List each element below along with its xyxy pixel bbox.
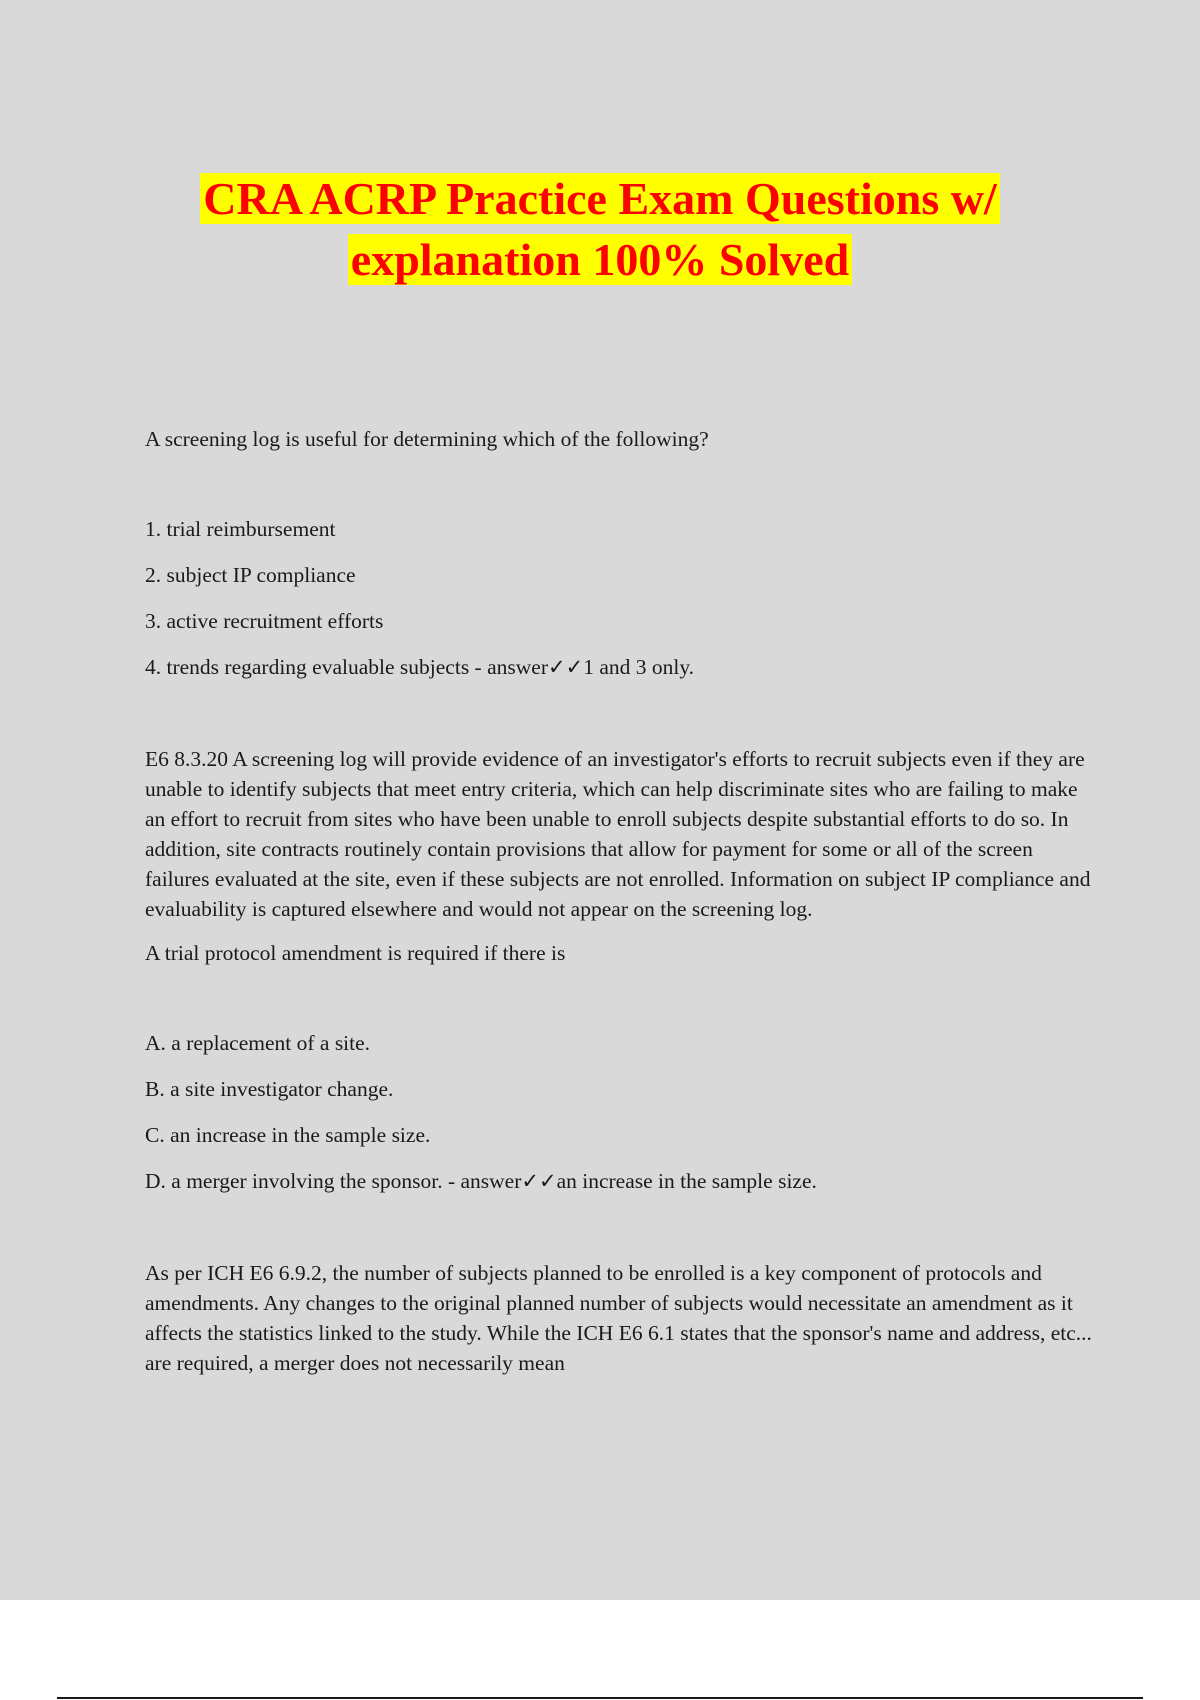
document-body: [145, 424, 1095, 1392]
question-2-explanation: As per ICH E6 6.9.2, the number of subjects planned to be enrolled is a key component of protocols and amendments. Any changes to the original planned number of subjects would necessitate an amendment as it affects the statistics linked to the study. While the ICH E6 6.1 states that the sponsor's name and address, etc... are required, a merger does not necessarily mean: [145, 1261, 1092, 1375]
question-2-option-b: B. a site investigator change.: [145, 1077, 394, 1101]
title-line-2: explanation 100% Solved: [348, 234, 852, 285]
question-2-answer: an increase in the sample size.: [556, 1169, 817, 1193]
question-1-answer: 1 and 3 only.: [583, 655, 695, 679]
question-1-option-2: 2. subject IP compliance: [145, 563, 356, 587]
question-2-option-c: C. an increase in the sample size.: [145, 1123, 431, 1147]
answer-checkmarks: ✓✓: [521, 1169, 557, 1193]
question-1-explanation: E6 8.3.20 A screening log will provide evidence of an investigator's efforts to recruit subjects even if they are unable to identify subjects that meet entry criteria, which can help discriminate sites who are failing to make an effort to recruit from sites who have been unable to enroll subjects despite substantial efforts to do so. In addition, site contracts routinely contain provisions that allow for payment for some or all of the screen failures evaluated at the site, even if these subjects are not enrolled. Information on subject IP compliance and evaluability is captured elsewhere and would not appear on the screening log.: [145, 747, 1091, 921]
title-line-1: CRA ACRP Practice Exam Questions w/: [200, 173, 999, 224]
answer-checkmarks: ✓✓: [547, 655, 584, 679]
question-2-option-a: A. a replacement of a site.: [145, 1031, 371, 1055]
question-1-option-1: 1. trial reimbursement: [145, 517, 336, 541]
question-2-option-d-text: D. a merger involving the sponsor. - answer: [145, 1169, 522, 1193]
question-1-option-3: 3. active recruitment efforts: [145, 609, 384, 633]
question-2-prompt: A trial protocol amendment is required if there is: [145, 941, 566, 965]
footer-divider: [57, 1697, 1143, 1699]
question-1-prompt: A screening log is useful for determining which of the following?: [145, 427, 709, 451]
document-title: [0, 168, 1200, 290]
question-1-option-4-text: 4. trends regarding evaluable subjects - answer: [145, 655, 548, 679]
question-2-option-d: [145, 1166, 1095, 1196]
question-1-option-4: [145, 652, 1095, 682]
